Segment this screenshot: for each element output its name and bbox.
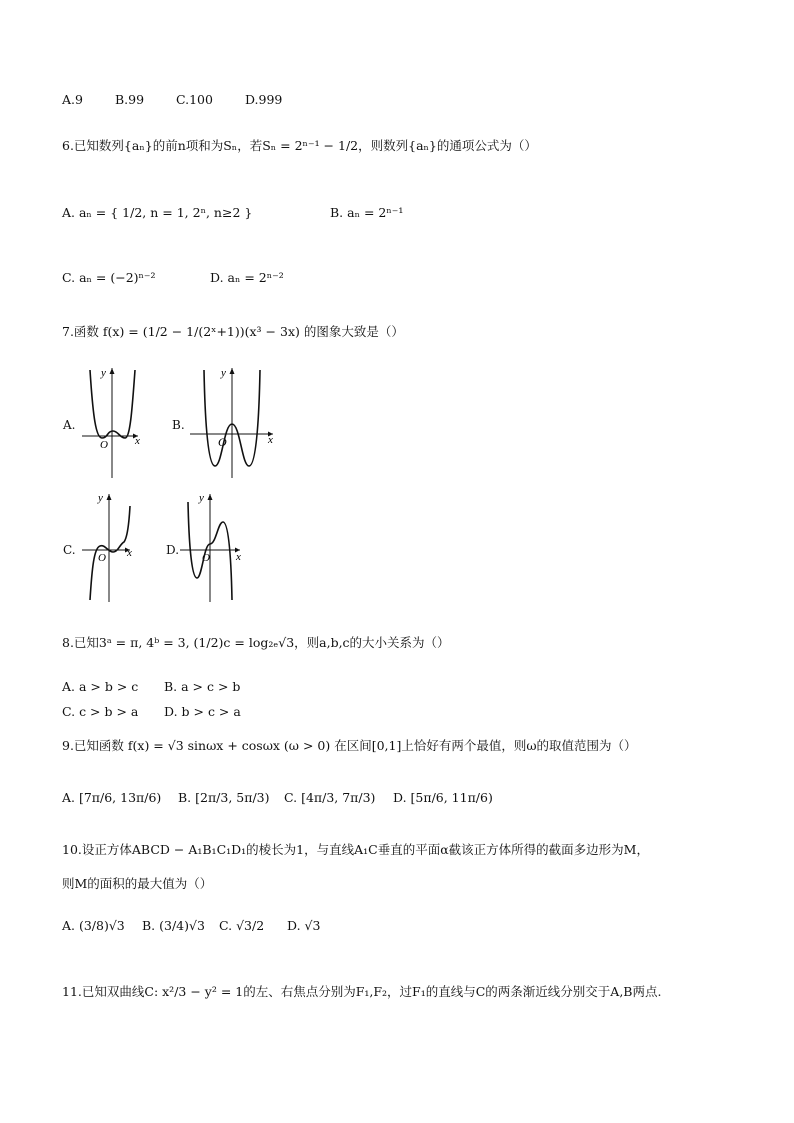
q10-option-d: D. √3 [287, 918, 321, 933]
q11-stem: 11.已知双曲线C: x²/3 − y² = 1的左、右焦点分别为F₁,F₂，过F₁的直线与C的两条渐近线分别交于A,B两点. [62, 984, 662, 999]
q9-option-a: A. [7π/6, 13π/6) [62, 790, 162, 805]
q7-graph-b-origin: O [218, 435, 227, 449]
q7-graph-c-y-label: y [98, 492, 103, 504]
q7-graph-a [78, 362, 158, 482]
q9-option-c: C. [4π/3, 7π/3) [284, 790, 376, 805]
q7-graph-b-x-label: x [268, 434, 273, 446]
q7-graph-b [188, 362, 283, 482]
q6-stem: 6.已知数列{aₙ}的前n项和为Sₙ，若Sₙ = 2ⁿ⁻¹ − 1/2，则数列{aₙ}的通项公式为（） [62, 138, 537, 153]
q8-option-c: C. c > b > a [62, 704, 139, 719]
q8-option-d: D. b > c > a [164, 704, 241, 719]
q7-graph-d-label: D. [166, 543, 180, 557]
q7-graph-c-origin: O [98, 552, 106, 564]
q10-stem-line1: 10.设正方体ABCD − A₁B₁C₁D₁的棱长为1，与直线A₁C垂直的平面α截该正方体所得的截面多边形为M， [62, 842, 649, 857]
q7-graph-a-y-label: y [101, 367, 106, 379]
q7-graph-b-y-label: y [221, 367, 226, 379]
q6-option-b: B. aₙ = 2ⁿ⁻¹ [330, 205, 404, 220]
q5-option-d: D.999 [244, 92, 283, 107]
q9-option-d: D. [5π/6, 11π/6) [393, 790, 493, 805]
q7-graph-d-origin: O [202, 552, 210, 564]
q6-option-c: C. aₙ = (−2)ⁿ⁻² [62, 270, 156, 285]
q7-graph-c-label: C. [63, 543, 76, 557]
q5-option-a: A.9 [62, 92, 83, 107]
q10-stem-line2: 则M的面积的最大值为（） [62, 876, 213, 891]
q10-option-c: C. √3/2 [219, 918, 265, 933]
q7-graph-d-x-label: x [236, 551, 241, 563]
q5-option-b: B.99 [114, 92, 145, 107]
q7-graph-b-label: B. [172, 418, 185, 432]
q7-graph-a-origin: O [100, 439, 108, 451]
q8-stem: 8.已知3ᵃ = π, 4ᵇ = 3, (1/2)c = log₂ₑ√3，则a,b,c的大小关系为（） [62, 635, 450, 650]
q8-option-b: B. a > c > b [164, 679, 241, 694]
q7-graph-d-y-label: y [199, 492, 204, 504]
q5-options [62, 92, 310, 107]
q6-option-a: A. aₙ = { 1/2, n = 1, 2ⁿ, n≥2 } [62, 205, 253, 220]
q7-graph-d [178, 488, 248, 606]
q5-option-c: C.100 [176, 92, 213, 107]
q7-graph-c-x-label: x [127, 547, 132, 559]
q10-option-b: B. (3/4)√3 [142, 918, 205, 933]
q9-stem: 9.已知函数 f(x) = √3 sinωx + cosωx (ω > 0) 在区间[0,1]上恰好有两个最值，则ω的取值范围为（） [62, 738, 637, 753]
q6-option-d: D. aₙ = 2ⁿ⁻² [210, 270, 284, 285]
q7-graph-a-label: A. [63, 418, 76, 432]
q7-stem: 7.函数 f(x) = (1/2 − 1/(2ˣ+1))(x³ − 3x) 的图象大致是（） [62, 324, 404, 339]
q9-option-b: B. [2π/3, 5π/3) [178, 790, 270, 805]
q10-option-a: A. (3/8)√3 [62, 918, 125, 933]
q7-graph-c [78, 488, 148, 606]
q7-graph-a-x-label: x [135, 435, 140, 447]
q8-option-a: A. a > b > c [62, 679, 139, 694]
